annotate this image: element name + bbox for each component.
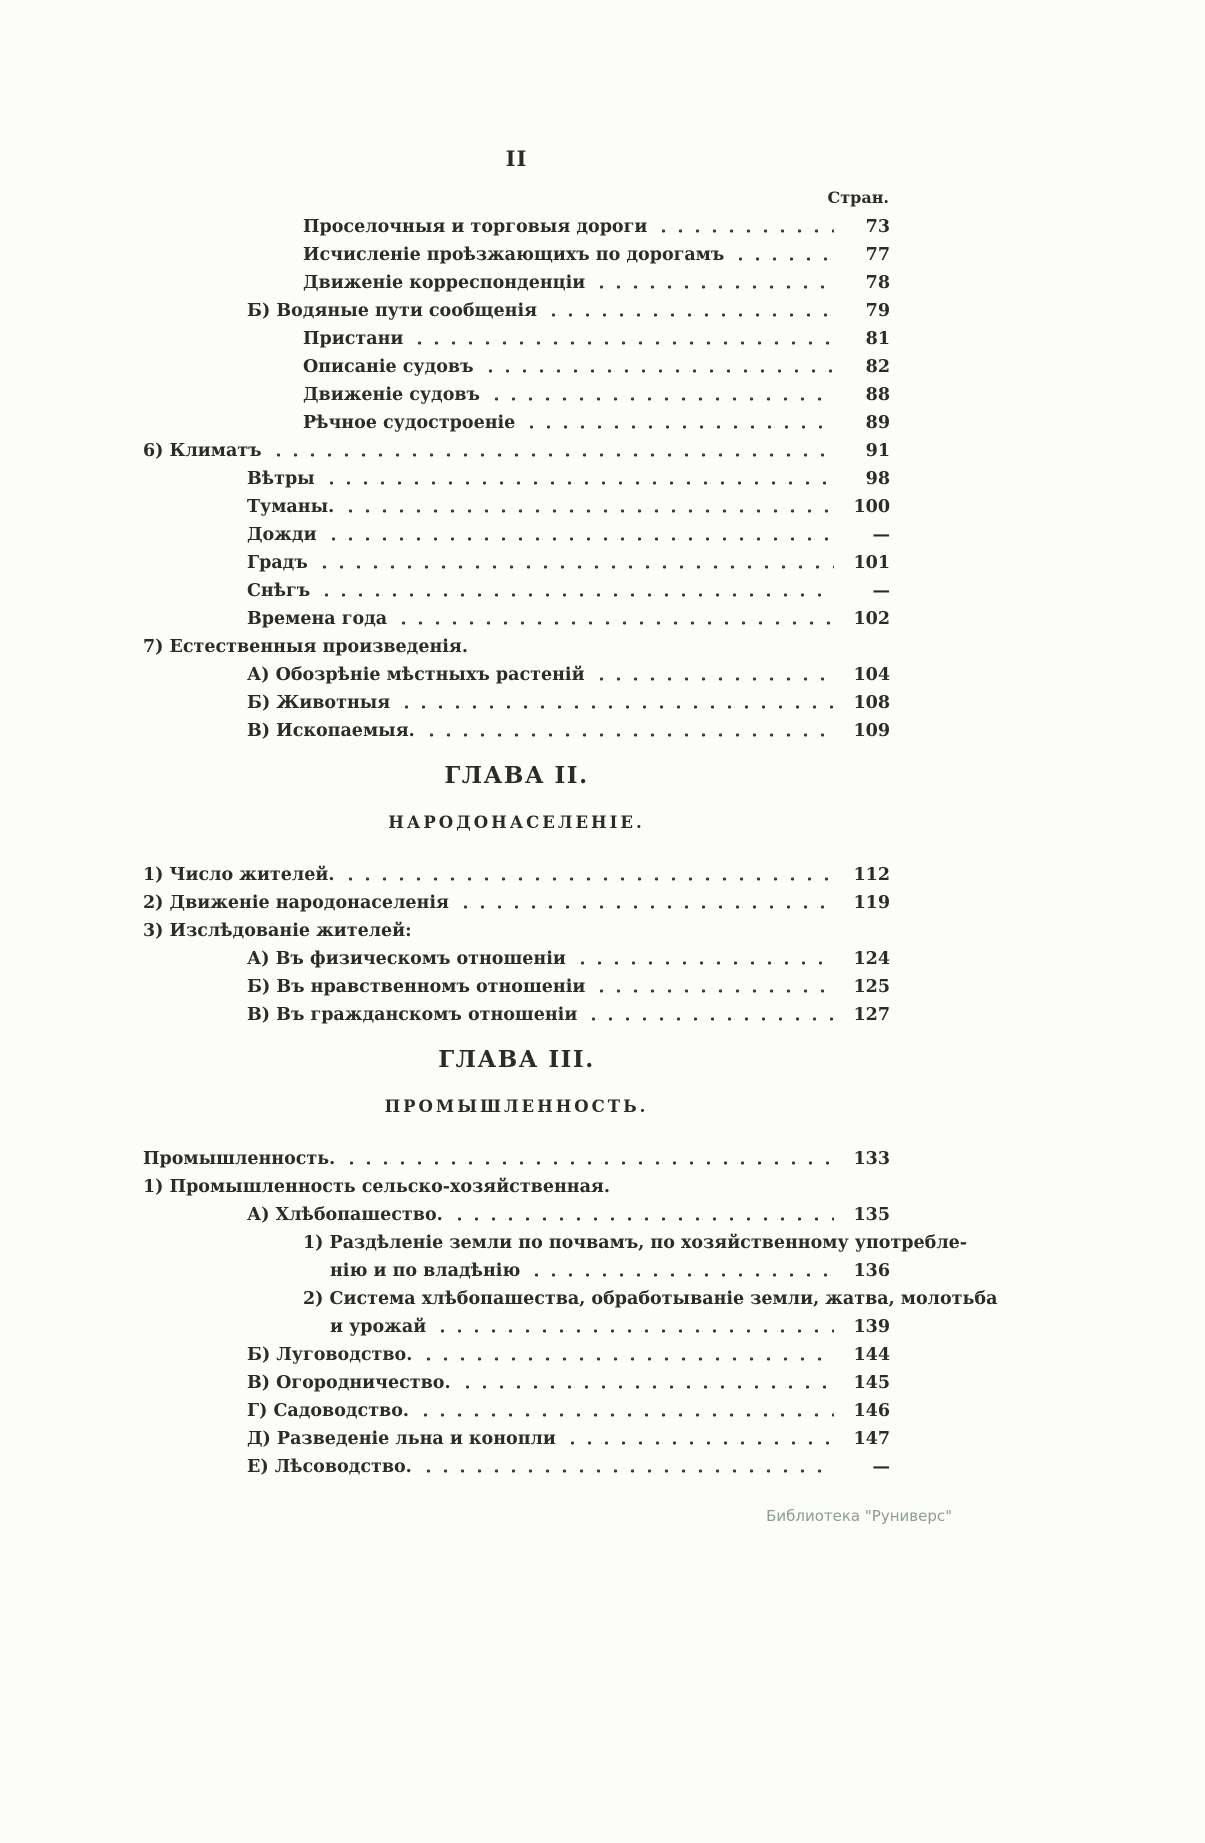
toc-entry-page: 98	[865, 469, 890, 489]
toc-entry	[143, 1145, 890, 1173]
dot-leader	[331, 536, 834, 542]
toc-entry-page: 127	[853, 1005, 890, 1025]
toc-entry-page: 102	[853, 609, 890, 629]
toc-entry-label: А) Въ физическомъ отношеніи	[247, 949, 566, 969]
toc-entry-page: 144	[853, 1345, 890, 1365]
toc-entry	[143, 1453, 890, 1481]
toc-entry	[143, 241, 890, 269]
dot-leader	[488, 368, 835, 374]
toc-entry-label: Вѣтры	[247, 469, 315, 489]
toc-entry-label: Описаніе судовъ	[303, 357, 474, 377]
dot-leader	[599, 284, 834, 290]
dot-leader	[591, 1016, 834, 1022]
dot-leader	[570, 1440, 834, 1446]
toc-entry	[143, 689, 890, 717]
toc-entry	[143, 1001, 890, 1029]
toc-entry-page: 136	[853, 1261, 890, 1281]
dot-leader	[580, 960, 834, 966]
toc-entry-page: 125	[853, 977, 890, 997]
pages-column-header: Стран.	[827, 188, 889, 207]
toc-entry-page: 108	[853, 693, 890, 713]
toc-rows	[143, 213, 998, 1481]
toc-entry-label: В) Въ гражданскомъ отношеніи	[247, 1005, 578, 1025]
dot-leader	[599, 988, 834, 994]
dot-leader	[322, 564, 834, 570]
toc-entry	[143, 1229, 968, 1257]
toc-entry	[143, 409, 890, 437]
toc-entry	[143, 917, 890, 945]
toc-entry	[143, 605, 890, 633]
toc-entry	[143, 1425, 890, 1453]
toc-entry	[143, 861, 890, 889]
dot-leader	[534, 1272, 834, 1278]
toc-entry	[143, 353, 890, 381]
toc-entry-page: 101	[853, 553, 890, 573]
dot-leader	[426, 1356, 834, 1362]
toc-entry-label: и урожай	[330, 1317, 427, 1337]
toc-entry-label: Движеніе корреспонденціи	[303, 273, 586, 293]
dot-leader	[551, 312, 834, 318]
toc-entry	[143, 493, 890, 521]
toc-entry-label: А) Хлѣбопашество.	[247, 1205, 443, 1225]
dot-leader	[529, 424, 834, 430]
table-of-contents	[143, 188, 998, 1481]
toc-entry	[143, 1257, 890, 1285]
toc-entry	[143, 1369, 890, 1397]
toc-entry-label: В) Огородничество.	[247, 1373, 451, 1393]
dot-leader	[465, 1384, 834, 1390]
toc-entry	[143, 577, 890, 605]
toc-entry-page: 147	[853, 1429, 890, 1449]
toc-entry-label: Движеніе судовъ	[303, 385, 480, 405]
toc-entry-label: 6) Климатъ	[143, 441, 262, 461]
toc-entry-label: Рѣчное судостроеніе	[303, 413, 516, 433]
toc-entry-label: Градъ	[247, 553, 308, 573]
toc-entry-page: 139	[853, 1317, 890, 1337]
dot-leader	[429, 732, 834, 738]
toc-entry	[143, 1285, 998, 1313]
toc-entry	[143, 717, 890, 745]
toc-entry-page: 145	[853, 1373, 890, 1393]
toc-entry-label: 1) Число жителей.	[143, 865, 335, 885]
chapter-heading: ГЛАВА II.	[444, 762, 589, 789]
toc-entry-label: А) Обозрѣніе мѣстныхъ растеній	[247, 665, 585, 685]
toc-entry-page: —	[872, 581, 890, 601]
toc-entry-label: Проселочныя и торговыя дороги	[303, 217, 648, 237]
toc-entry-label: 2) Система хлѣбопашества, обработываніе земли, жатва, молотьба	[303, 1289, 998, 1309]
toc-entry-label: В) Ископаемыя.	[247, 721, 415, 741]
toc-entry-page: 109	[853, 721, 890, 741]
dot-leader	[348, 876, 834, 882]
dot-leader	[423, 1412, 834, 1418]
toc-entry-page: 77	[865, 245, 890, 265]
dot-leader	[401, 620, 834, 626]
toc-entry	[143, 1201, 890, 1229]
dot-leader	[463, 904, 834, 910]
toc-entry	[143, 633, 890, 661]
toc-entry-page: 89	[865, 413, 890, 433]
toc-entry-page: 88	[865, 385, 890, 405]
dot-leader	[348, 508, 834, 514]
toc-entry	[143, 381, 890, 409]
dot-leader	[440, 1328, 834, 1334]
toc-entry-label: Исчисленіе проѣзжающихъ по дорогамъ	[303, 245, 725, 265]
toc-entry-page: 100	[853, 497, 890, 517]
toc-entry-label: Дожди	[247, 525, 317, 545]
toc-entry-label: Снѣгъ	[247, 581, 311, 601]
toc-entry-label: 3) Изслѣдованіе жителей:	[143, 921, 412, 941]
toc-entry-label: 7) Естественныя произведенія.	[143, 637, 468, 657]
toc-entry-label: Промышленность.	[143, 1149, 336, 1169]
toc-entry	[143, 1313, 890, 1341]
section-heading: ПРОМЫШЛЕННОСТЬ.	[384, 1097, 649, 1116]
dot-leader	[329, 480, 834, 486]
toc-entry-label: Пристани	[303, 329, 404, 349]
toc-entry	[143, 1397, 890, 1425]
dot-leader	[457, 1216, 834, 1222]
toc-entry-label: Д) Разведеніе льна и конопли	[247, 1429, 556, 1449]
toc-entry-label: Б) Животныя	[247, 693, 391, 713]
toc-entry-label: Времена года	[247, 609, 388, 629]
toc-entry	[143, 325, 890, 353]
dot-leader	[738, 256, 834, 262]
dot-leader	[276, 452, 834, 458]
toc-entry	[143, 297, 890, 325]
dot-leader	[404, 704, 834, 710]
toc-entry-label: Г) Садоводство.	[247, 1401, 409, 1421]
toc-entry	[143, 465, 890, 493]
dot-leader	[426, 1468, 834, 1474]
toc-entry-label: Б) Водяные пути сообщенія	[247, 301, 538, 321]
toc-entry-label: Е) Лѣсоводство.	[247, 1457, 412, 1477]
dot-leader	[349, 1160, 834, 1166]
toc-entry	[143, 549, 890, 577]
toc-entry-label: нію и по владѣнію	[330, 1261, 521, 1281]
toc-entry	[143, 1173, 890, 1201]
toc-entry-page: 133	[853, 1149, 890, 1169]
toc-entry-label: Б) Луговодство.	[247, 1345, 413, 1365]
toc-entry-label: 1) Раздѣленіе земли по почвамъ, по хозяйственному употребле-	[303, 1233, 968, 1253]
dot-leader	[494, 396, 834, 402]
dot-leader	[661, 228, 834, 234]
toc-entry	[143, 521, 890, 549]
toc-entry	[143, 661, 890, 689]
toc-entry	[143, 213, 890, 241]
toc-entry-page: —	[872, 1457, 890, 1477]
toc-entry	[143, 269, 890, 297]
toc-entry-page: 124	[853, 949, 890, 969]
toc-entry-page: 146	[853, 1401, 890, 1421]
toc-entry-page: 119	[853, 893, 890, 913]
toc-entry-page: 91	[865, 441, 890, 461]
toc-entry-page: 104	[853, 665, 890, 685]
chapter-heading: ГЛАВА III.	[438, 1046, 595, 1073]
dot-leader	[324, 592, 834, 598]
section-heading: НАРОДОНАСЕЛЕНІЕ.	[388, 813, 645, 832]
dot-leader	[417, 340, 834, 346]
toc-entry	[143, 437, 890, 465]
toc-entry-page: 79	[865, 301, 890, 321]
toc-entry	[143, 889, 890, 917]
dot-leader	[599, 676, 834, 682]
watermark: Библиотека "Руниверс"	[766, 1507, 952, 1525]
toc-entry-label: 1) Промышленность сельско-хозяйственная.	[143, 1177, 610, 1197]
toc-entry-label: Туманы.	[247, 497, 335, 517]
toc-entry-page: 81	[865, 329, 890, 349]
toc-entry-page: —	[872, 525, 890, 545]
page-number: II	[505, 146, 528, 171]
toc-entry-page: 112	[853, 865, 890, 885]
toc-entry	[143, 945, 890, 973]
toc-entry-page: 73	[865, 217, 890, 237]
toc-entry-label: 2) Движеніе народонаселенія	[143, 893, 449, 913]
toc-entry-page: 82	[865, 357, 890, 377]
toc-entry-label: Б) Въ нравственномъ отношеніи	[247, 977, 586, 997]
toc-entry	[143, 973, 890, 1001]
toc-entry	[143, 1341, 890, 1369]
toc-entry-page: 135	[853, 1205, 890, 1225]
toc-entry-page: 78	[865, 273, 890, 293]
